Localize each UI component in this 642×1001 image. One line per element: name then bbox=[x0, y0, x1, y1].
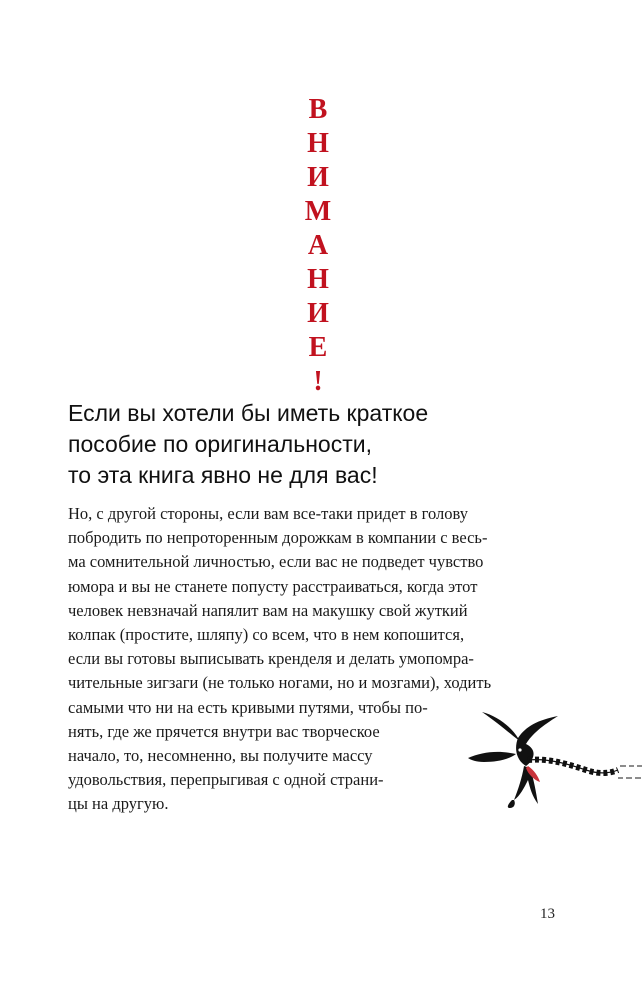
body-line: чительные зигзаги (не только ногами, но и мозгами), ходить bbox=[68, 673, 492, 693]
lead-line: пособие по оригинальности, bbox=[68, 431, 372, 457]
body-line: начало, то, несомненно, вы получите массу bbox=[68, 746, 373, 766]
body-line: самыми что ни на есть кривыми путями, чтобы по- bbox=[68, 697, 428, 717]
lead-paragraph bbox=[68, 398, 498, 491]
heading-letter: Е bbox=[308, 332, 328, 363]
heading-letter: А bbox=[307, 230, 329, 261]
body-line: нять, где же прячется внутри вас творческое bbox=[68, 721, 380, 741]
body-line: цы на другую. bbox=[68, 794, 169, 814]
body-line: удовольствия, перепрыгивая с одной страни- bbox=[68, 770, 384, 790]
lead-line: то эта книга явно не для вас! bbox=[68, 462, 378, 488]
heading-letter: И bbox=[307, 162, 329, 193]
body-line: юмора и вы не станете попусту расстраиваться, когда этот bbox=[68, 576, 478, 596]
heading-letter: М bbox=[304, 196, 332, 227]
body-line: человек невзначай напялит вам на макушку свой жуткий bbox=[68, 600, 468, 620]
body-line: побродить по непроторенным дорожкам в компании с весь- bbox=[68, 528, 488, 548]
ink-creature-illustration bbox=[468, 708, 642, 812]
heading-letter: ! bbox=[313, 366, 323, 397]
page-number: 13 bbox=[540, 906, 555, 922]
heading-letter: И bbox=[307, 298, 329, 329]
body-line: если вы готовы выписывать кренделя и делать умопомра- bbox=[68, 649, 474, 669]
body-line: колпак (простите, шляпу) со всем, что в нем копошится, bbox=[68, 625, 465, 645]
body-line: Но, с другой стороны, если вам все-таки придет в голову bbox=[68, 504, 469, 523]
heading-letter: Н bbox=[307, 264, 329, 295]
vertical-heading bbox=[288, 93, 348, 399]
heading-letter: В bbox=[308, 94, 328, 125]
heading-letter: Н bbox=[307, 128, 329, 159]
lead-line: Если вы хотели бы иметь краткое bbox=[68, 400, 429, 426]
body-line: ма сомнительной личностью, если вас не подведет чувство bbox=[68, 552, 484, 572]
